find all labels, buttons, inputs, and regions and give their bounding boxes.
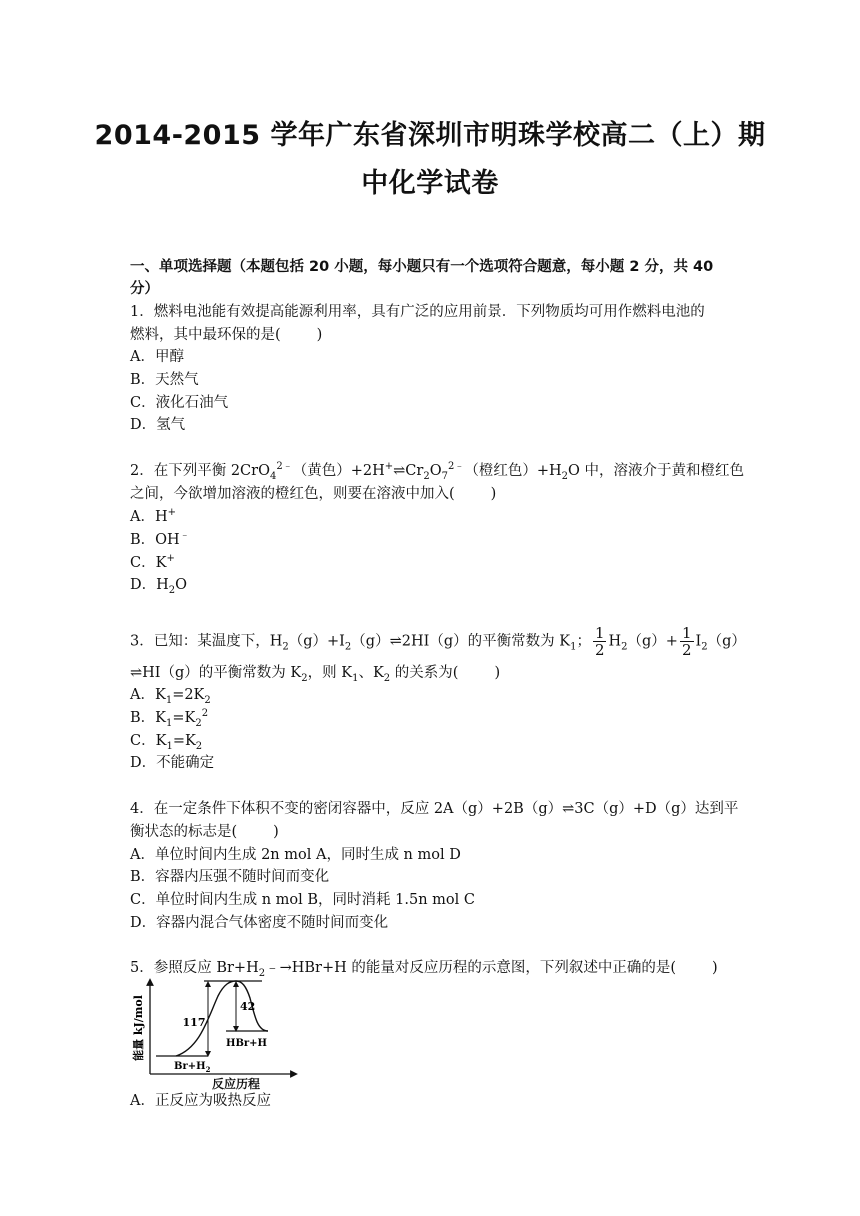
- q5-sub: 2: [258, 967, 266, 979]
- q2-opt-sup: ﹣: [179, 530, 190, 542]
- q3-text: H: [608, 633, 622, 650]
- q2-sup: +: [384, 461, 394, 473]
- q3-opt-sub: 1: [166, 717, 173, 729]
- q2-text: O: [429, 463, 442, 479]
- q1-option-a: A．甲醇: [130, 349, 184, 365]
- q2-text: ⇌Cr: [393, 463, 424, 479]
- y-axis-label: 能量 kJ/mol: [132, 995, 145, 1061]
- q1-stem-line-2: [130, 325, 322, 345]
- q2-option-c: [130, 553, 175, 573]
- q3-text: ⇌HI（g）的平衡常数为 K: [130, 665, 302, 681]
- reactant-label: [174, 1061, 211, 1074]
- q3-text: （g）⇌2HI（g）的平衡常数为 K: [351, 633, 571, 650]
- q5-close-paren: ): [712, 960, 718, 976]
- q4-text: 衡状态的标志是(: [130, 824, 238, 840]
- q3-text: I: [695, 633, 702, 650]
- fraction-numerator: 1: [681, 624, 692, 642]
- q2-stem-line-1: [130, 461, 744, 481]
- q1-option-c: C．液化石油气: [130, 395, 229, 411]
- q3-close-paren: ): [494, 665, 501, 681]
- q2-stem-line-2: [130, 484, 496, 504]
- q3-opt-sub: 1: [166, 740, 173, 752]
- label-42: 42: [240, 1000, 256, 1013]
- q3-stem-line-2: [130, 663, 500, 683]
- section-heading-line-1: 一、单项选择题（本题包括 20 小题，每小题只有一个选项符合题意，每小题 2 分，共 40: [130, 259, 714, 275]
- q1-option-d: D．氢气: [130, 417, 186, 433]
- q3-text: （g）+: [627, 633, 678, 650]
- q2-opt-text: C．K: [130, 555, 167, 571]
- x-axis-label: 反应历程: [212, 1077, 261, 1091]
- q4-stem-line-1: 4．在一定条件下体积不变的密闭容器中，反应 2A（g）+2B（g）⇌3C（g）+D（g）达到平: [130, 801, 739, 817]
- q2-sub: 2: [423, 470, 430, 482]
- fraction-denominator: 2: [594, 641, 605, 659]
- title-line-1: 2014-2015 学年广东省深圳市明珠学校高二（上）期: [94, 120, 766, 151]
- q3-opt-sub: 1: [165, 694, 173, 706]
- q1-stem-text: 燃料，其中最环保的是(: [130, 327, 281, 343]
- q3-option-d: D．不能确定: [130, 755, 215, 771]
- q3-fraction: [680, 625, 694, 658]
- q2-opt-text: D．H: [130, 577, 169, 593]
- section-heading-line-2: 分）: [130, 281, 159, 297]
- q3-sub: 2: [282, 641, 289, 653]
- title-line-2: 中化学试卷: [361, 168, 499, 199]
- q5-text: 5．参照反应 Br+H: [130, 960, 259, 976]
- q3-sub: 2: [383, 672, 391, 684]
- q2-opt-text: O: [175, 577, 188, 593]
- q3-opt-sub: 2: [195, 740, 203, 752]
- q3-text: ；: [576, 633, 591, 650]
- q3-sub: 1: [352, 672, 359, 684]
- q2-option-d: [130, 575, 187, 595]
- q2-sub: 7: [441, 470, 448, 482]
- q5-option-a: A．正反应为吸热反应: [130, 1093, 271, 1109]
- reactant-text: Br+H: [174, 1061, 206, 1072]
- q3-opt-text: C．K: [130, 733, 167, 749]
- q2-sub: 4: [269, 470, 277, 482]
- q2-opt-sub: 2: [168, 584, 176, 596]
- q4-option-a: A．单位时间内生成 2n mol A，同时生成 n mol D: [130, 847, 461, 863]
- q3-opt-text: B．K: [130, 710, 166, 726]
- q3-option-a: [130, 685, 211, 705]
- q3-sub: 1: [570, 641, 577, 653]
- q3-text: ，则 K: [307, 665, 353, 681]
- q2-text: （橙红色）+H: [464, 463, 562, 479]
- q3-opt-sub: 2: [195, 717, 202, 729]
- q3-text: （g）+I: [288, 633, 345, 650]
- fraction-denominator: 2: [681, 641, 692, 659]
- q4-option-c: C．单位时间内生成 n mol B，同时消耗 1.5n mol C: [130, 892, 475, 908]
- q3-opt-text: =2K: [172, 687, 205, 703]
- q3-opt-text: =K: [172, 733, 196, 749]
- q3-opt-text: =K: [172, 710, 196, 726]
- product-label: HBr+H: [226, 1038, 267, 1049]
- q2-sup: 2﹣: [447, 461, 465, 473]
- q5-text: ﹣→HBr+H 的能量对反应历程的示意图，下列叙述中正确的是(: [265, 960, 677, 976]
- q3-opt-text: A．K: [130, 687, 166, 703]
- q4-stem-line-2: [130, 822, 279, 842]
- q3-sub: 2: [344, 641, 352, 653]
- q1-stem-line-1: 1．燃料电池能有效提高能源利用率，具有广泛的应用前景．下列物质均可用作燃料电池的: [130, 304, 705, 320]
- q2-sub: 2: [561, 470, 569, 482]
- q3-sub: 2: [301, 672, 308, 684]
- q3-option-c: [130, 731, 202, 751]
- q3-opt-sub: 2: [204, 694, 211, 706]
- q3-text: 、K: [358, 665, 384, 681]
- q4-option-b: B．容器内压强不随时间而变化: [130, 869, 330, 885]
- q2-text: 2．在下列平衡 2CrO: [130, 463, 270, 479]
- q2-option-a: [130, 507, 176, 527]
- q5-stem: [130, 958, 718, 978]
- q2-sup: 2﹣: [276, 461, 293, 473]
- q1-close-paren: ): [316, 327, 323, 343]
- q3-stem-line-1: [130, 625, 746, 658]
- q2-text: O 中，溶液介于黄和橙红色: [568, 463, 745, 479]
- q2-option-b: [130, 530, 190, 550]
- q3-text: （g）: [707, 633, 746, 650]
- q3-text: 3．已知：某温度下，H: [130, 633, 283, 650]
- q2-opt-sup: +: [166, 553, 175, 565]
- q2-close-paren: ): [490, 486, 497, 502]
- q3-opt-sup: 2: [201, 708, 209, 720]
- q3-option-b: [130, 708, 208, 728]
- reactant-sub: 2: [205, 1065, 211, 1074]
- q1-option-b: B．天然气: [130, 372, 199, 388]
- label-117: 117: [182, 1016, 206, 1029]
- q3-fraction: [593, 625, 607, 658]
- q3-sub: 2: [621, 641, 628, 653]
- q2-opt-sup: +: [167, 507, 177, 519]
- q2-text: （黄色）+2H: [292, 463, 385, 479]
- q4-option-d: D．容器内混合气体密度不随时间而变化: [130, 915, 389, 931]
- q3-text: 的关系为(: [390, 665, 459, 681]
- q2-opt-text: B．OH: [130, 532, 180, 548]
- q2-opt-text: A．H: [130, 509, 168, 525]
- q4-close-paren: ): [273, 824, 279, 840]
- fraction-numerator: 1: [594, 624, 605, 642]
- q2-text: 之间，今欲增加溶液的橙红色，则要在溶液中加入(: [130, 486, 455, 502]
- q3-sub: 2: [701, 641, 708, 653]
- document-title: [60, 112, 800, 208]
